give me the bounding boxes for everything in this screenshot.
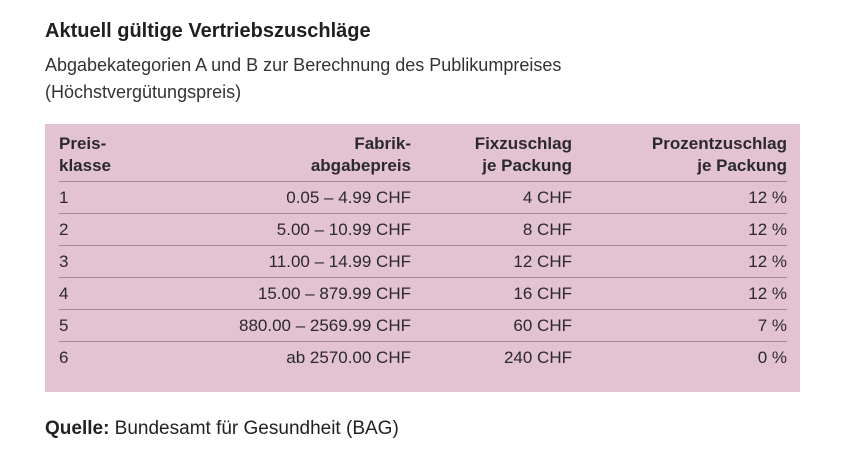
table-row bbox=[59, 310, 787, 342]
subtitle-line-1: Abgabekategorien A und B zur Berechnung des Publikumpreises bbox=[45, 55, 562, 75]
table-row bbox=[59, 278, 787, 310]
cell-fixed-surcharge: 60 CHF bbox=[411, 310, 572, 342]
header-factory-price bbox=[154, 133, 411, 182]
cell-price-class: 4 bbox=[59, 278, 154, 310]
cell-factory-price: 5.00 – 10.99 CHF bbox=[154, 214, 411, 246]
header-price-class bbox=[59, 133, 154, 182]
cell-price-class: 5 bbox=[59, 310, 154, 342]
header-fixed-surcharge-line-2: je Packung bbox=[482, 156, 572, 175]
table-row bbox=[59, 246, 787, 278]
table-row bbox=[59, 182, 787, 214]
source-note bbox=[45, 418, 399, 440]
cell-factory-price: 880.00 – 2569.99 CHF bbox=[154, 310, 411, 342]
subtitle bbox=[45, 52, 561, 106]
cell-percent-surcharge: 0 % bbox=[757, 347, 787, 367]
header-factory-price-line-1: Fabrik- bbox=[354, 134, 411, 153]
page-title: Aktuell gültige Vertriebszuschläge bbox=[45, 20, 371, 42]
header-percent-surcharge-line-2: je Packung bbox=[697, 156, 787, 175]
header-price-class-line-1: Preis- bbox=[59, 134, 107, 153]
header-price-class-line-2: klasse bbox=[59, 156, 111, 175]
source-label: Quelle: bbox=[45, 418, 110, 439]
cell-price-class: 2 bbox=[59, 214, 154, 246]
table-row bbox=[59, 342, 787, 374]
cell-factory-price: 15.00 – 879.99 CHF bbox=[154, 278, 411, 310]
cell-price-class: 3 bbox=[59, 246, 154, 278]
cell-factory-price: ab 2570.00 CHF bbox=[286, 347, 411, 367]
table-header-row bbox=[59, 133, 787, 182]
header-percent-surcharge-line-1: Prozentzuschlag bbox=[651, 134, 787, 153]
cell-price-class: 6 bbox=[59, 347, 69, 367]
cell-factory-price: 0.05 – 4.99 CHF bbox=[154, 182, 411, 214]
cell-fixed-surcharge: 12 CHF bbox=[411, 246, 572, 278]
source-text: Bundesamt für Gesundheit (BAG) bbox=[109, 418, 399, 439]
cell-percent-surcharge: 12 % bbox=[572, 246, 787, 278]
cell-fixed-surcharge: 4 CHF bbox=[411, 182, 572, 214]
cell-fixed-surcharge: 8 CHF bbox=[411, 214, 572, 246]
header-factory-price-line-2: abgabepreis bbox=[310, 156, 411, 175]
cell-price-class: 1 bbox=[59, 182, 154, 214]
header-fixed-surcharge-line-1: Fixzuschlag bbox=[474, 134, 572, 153]
cell-factory-price: 11.00 – 14.99 CHF bbox=[154, 246, 411, 278]
cell-fixed-surcharge: 16 CHF bbox=[411, 278, 572, 310]
cell-percent-surcharge: 7 % bbox=[572, 310, 787, 342]
surcharge-table bbox=[59, 133, 787, 373]
header-percent-surcharge bbox=[572, 133, 787, 182]
subtitle-line-2: (Höchstvergütungspreis) bbox=[45, 82, 242, 102]
header-fixed-surcharge bbox=[411, 133, 572, 182]
table-row bbox=[59, 214, 787, 246]
cell-fixed-surcharge: 240 CHF bbox=[503, 347, 572, 367]
cell-percent-surcharge: 12 % bbox=[572, 214, 787, 246]
cell-percent-surcharge: 12 % bbox=[572, 278, 787, 310]
cell-percent-surcharge: 12 % bbox=[572, 182, 787, 214]
surcharge-table-panel bbox=[45, 124, 800, 392]
